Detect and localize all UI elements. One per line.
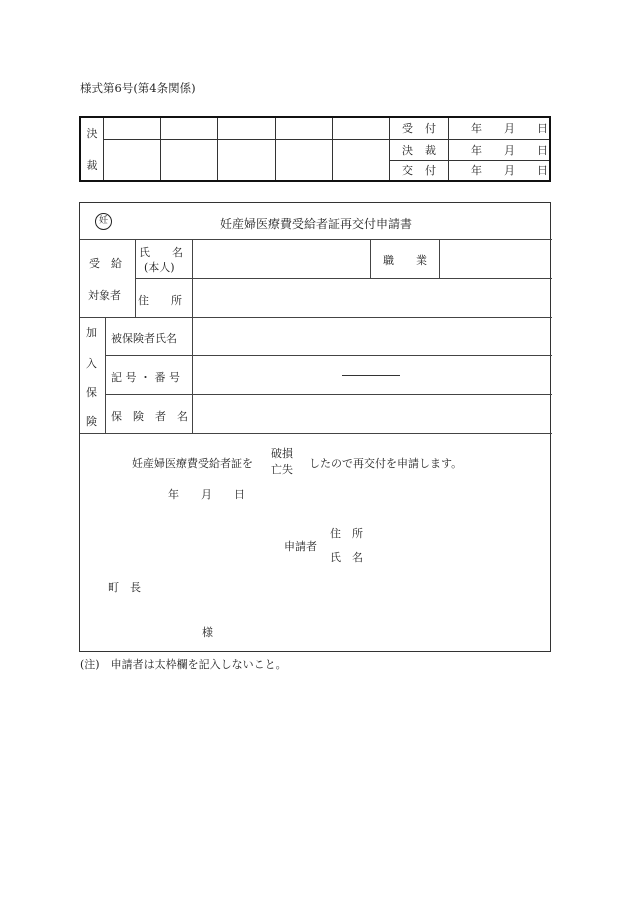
form-title: 妊産婦医療費受給者証再交付申請書: [219, 217, 412, 231]
stamp-cell[interactable]: [104, 139, 161, 181]
col-divider: [105, 317, 106, 433]
approval-table: [79, 116, 551, 182]
option-lost: 亡失: [271, 463, 293, 476]
decision-label-top: 決: [86, 127, 98, 140]
statement-suffix: したので再交付を申請します。: [309, 457, 463, 470]
applicant-address-label: 住 所: [330, 527, 363, 540]
occupation-label: 職 業: [383, 254, 427, 267]
stamp-cell[interactable]: [218, 117, 275, 139]
col-divider: [135, 239, 136, 317]
insurer-name-label: 保 険 者 名: [111, 410, 188, 423]
date-day-label: 日: [537, 164, 548, 178]
stamp-cell[interactable]: [161, 117, 218, 139]
name-field[interactable]: [193, 240, 369, 277]
decision-label-bottom: 裁: [86, 159, 98, 172]
name-label: 氏 名: [139, 246, 183, 259]
date-year-label: 年: [471, 164, 482, 178]
stage-date-decision[interactable]: [449, 139, 551, 160]
date-year-label: 年: [471, 122, 482, 136]
stamp-cell[interactable]: [332, 139, 389, 181]
stamp-cell[interactable]: [332, 117, 389, 139]
col-divider: [370, 239, 371, 278]
date-day-label: 日: [537, 143, 548, 157]
date-month-label: 月: [504, 164, 515, 178]
form-code: 様式第6号(第4条関係): [80, 81, 196, 95]
symbol-number-label: 記 号 ・ 番 号: [111, 371, 180, 384]
address-field[interactable]: [193, 279, 551, 316]
insured-name-label: 被保険者氏名: [111, 332, 177, 345]
name-label-self: (本人): [144, 261, 175, 274]
date-day-label: 日: [537, 122, 548, 136]
application-date: 年 月 日: [168, 488, 245, 501]
stage-label-issue: 交付: [390, 160, 449, 181]
stage-date-receipt[interactable]: [449, 117, 551, 139]
applicant-label: 申請者: [284, 540, 317, 553]
recipient-label-1: 受 給: [89, 257, 122, 270]
date-month-label: 月: [504, 143, 515, 157]
date-year-label: 年: [471, 143, 482, 157]
application-form: [79, 202, 551, 652]
applicant-name-label: 氏 名: [330, 551, 363, 564]
date-month-label: 月: [504, 122, 515, 136]
stage-label-receipt: 受付: [390, 117, 449, 139]
statement-prefix: 妊産婦医療費受給者証を: [132, 457, 253, 470]
stamp-cell[interactable]: [275, 139, 332, 181]
stamp-cell[interactable]: [275, 117, 332, 139]
insurer-name-field[interactable]: [193, 395, 551, 432]
footnote: (注) 申請者は太枠欄を記入しないこと。: [80, 658, 287, 671]
insurance-vertical-char: 険: [86, 415, 97, 428]
stamp-cell[interactable]: [218, 139, 275, 181]
stage-date-issue[interactable]: [449, 160, 551, 181]
insurance-vertical-char: 加: [86, 326, 97, 339]
row-divider: [80, 433, 552, 434]
mayor-label: 町 長: [108, 581, 141, 594]
insured-name-field[interactable]: [193, 318, 551, 354]
address-label: 住 所: [138, 294, 182, 307]
stage-label-decision: 決裁: [390, 139, 449, 160]
decision-label-cell: [80, 117, 104, 181]
stamp-cell[interactable]: [161, 139, 218, 181]
option-damaged: 破損: [271, 447, 293, 460]
recipient-label-2: 対象者: [88, 289, 121, 302]
stamp-cell[interactable]: [104, 117, 161, 139]
seal-icon: 妊: [95, 213, 112, 230]
symbol-number-dash: [342, 375, 400, 376]
occupation-field[interactable]: [440, 240, 551, 277]
insurance-vertical-char: 保: [86, 386, 97, 399]
honorific-label: 様: [202, 626, 213, 639]
insurance-vertical-char: 入: [86, 357, 97, 370]
